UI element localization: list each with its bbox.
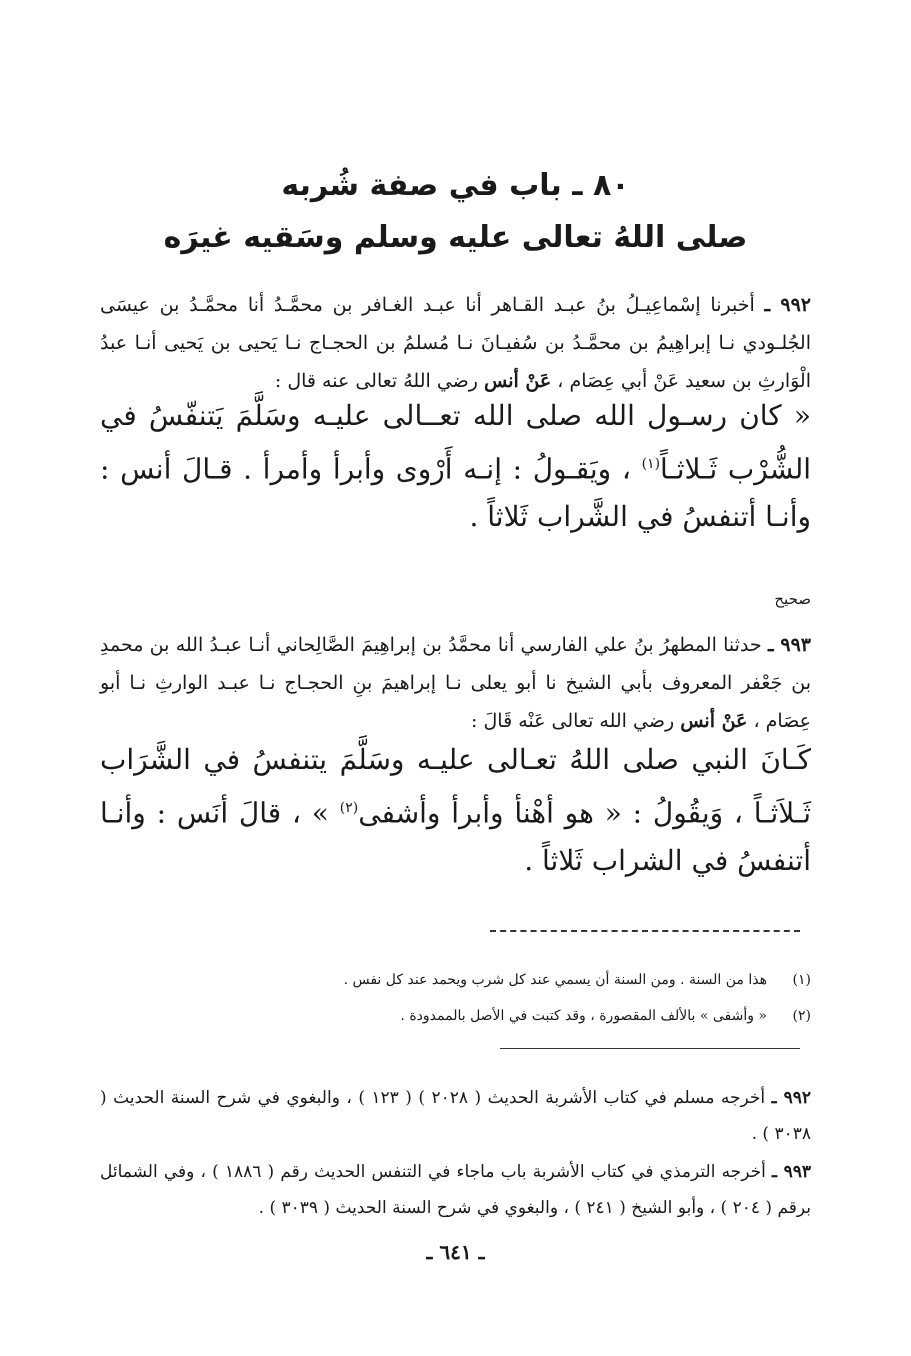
footnote-rule — [500, 1048, 800, 1049]
hadith-993-chain — [100, 626, 811, 740]
hadith-993-text-part1: كَـانَ النبي صلى اللهُ تعـالى عليـه وسَلَّمَ يتنفسُ في الشَّرَاب ثَـلاَثـاً ، وَيقُولُ : « هو أهْنأ وأبرأ وأشفى — [100, 743, 811, 830]
hadith-992-chain-end: رضي اللهُ تعالى عنه قال : — [274, 370, 478, 392]
hadith-992-chain-start: أخبرنا إسْماعِيـلُ بنُ عبـد القـاهر أنا عبـد الغـافر بن محمَّـدُ أنا محمَّـدُ بن عيسَى الجُلـودي نـا إبراهِيمُ بن محمَّـدُ بن سُفيـانَ نـا مُسلمُ بن الحجـاج نـا يَحيى بن يَحيى أنـا عبدُ الْوَارثِ بن سعيد عَنْ أبي عِصَام ، — [100, 294, 811, 392]
hadith-993-chain-start: حدثنا المطهرُ بنُ علي الفارسي أنا محمَّدُ بن إبراهِيمَ الصَّالِحاني أنـا عبـدُ الله بن محمدِ بن جَعْفر المعروف بأبي الشيخ نا أبو يعلى نـا إبراهيمَ بنِ الحجـاج نـا عبـد الوارثِ نـا أبو عِصَام ، — [100, 634, 811, 732]
source-992 — [100, 1080, 811, 1152]
hadith-993-narrator: عَنْ أنس — [680, 710, 748, 732]
hadith-993-number: ٩٩٣ ـ — [767, 634, 811, 656]
hadith-992-text-part2: ، ويَقـولُ : إنـه أَرْوى وأبرأ وأمرأ . قـالَ أنس : وأنـا أتنفسُ في الشَّراب ثَلاثاً . — [100, 452, 811, 534]
source-993-number: ٩٩٣ ـ — [771, 1162, 812, 1182]
hadith-993-text — [100, 736, 811, 885]
footnote-ref-1: (١) — [641, 456, 661, 472]
hadith-992-grade: صحيح — [774, 590, 811, 608]
source-992-text: أخرجه مسلم في كتاب الأشربة الحديث ( ٢٠٢٨ ) ( ١٢٣ ) ، والبغوي في شرح السنة الحديث ( ٣٠٣٨ ) . — [100, 1088, 811, 1144]
footnote-1 — [100, 972, 811, 988]
footnote-1-text: هذا من السنة . ومن السنة أن يسمي عند كل شرب ويحمد عند كل نفس . — [343, 972, 767, 988]
hadith-992-chain — [100, 286, 811, 400]
chapter-title: ٨٠ ـ باب في صفة شُربه — [281, 168, 630, 203]
hadith-993-text-part2: » ، قالَ أنَس : وأنـا أتنفسُ في الشراب ثَلاثاً . — [100, 796, 811, 878]
page-number: ـ ٦٤١ ـ — [426, 1240, 485, 1264]
source-993-text: أخرجه الترمذي في كتاب الأشربة باب ماجاء في التنفس الحديث رقم ( ١٨٨٦ ) ، وفي الشمائل برقم ( ٢٠٤ ) ، وأبو الشيخ ( ٢٤١ ) ، والبغوي في شرح السنة الحديث ( ٣٠٣٩ ) . — [100, 1162, 811, 1218]
dashed-divider — [490, 930, 800, 932]
footnote-2 — [100, 1008, 811, 1024]
footnote-2-number: (٢) — [792, 1008, 811, 1024]
hadith-992-narrator: عَنْ أنس — [484, 370, 552, 392]
source-993 — [100, 1154, 811, 1226]
hadith-992-number: ٩٩٢ ـ — [764, 294, 811, 316]
hadith-992-text-part1: « كان رسـول الله صلى الله تعــالى عليـه وسَلَّمَ يَتنفّسُ في الشُّرْب ثَـلاثـاً — [100, 399, 812, 486]
hadith-992-text — [100, 392, 811, 541]
footnote-1-number: (١) — [792, 972, 811, 988]
footnote-ref-2: (٢) — [339, 800, 359, 816]
hadith-993-chain-end: رضي الله تعالى عَنْه قَالَ : — [471, 710, 675, 732]
footnote-2-text: « وأشفى » بالألف المقصورة ، وقد كتبت في الأصل بالممدودة . — [400, 1008, 767, 1024]
chapter-subtitle: صلى اللهُ تعالى عليه وسلم وسَقيه غيرَه — [163, 220, 748, 255]
source-992-number: ٩٩٢ ـ — [771, 1088, 811, 1108]
